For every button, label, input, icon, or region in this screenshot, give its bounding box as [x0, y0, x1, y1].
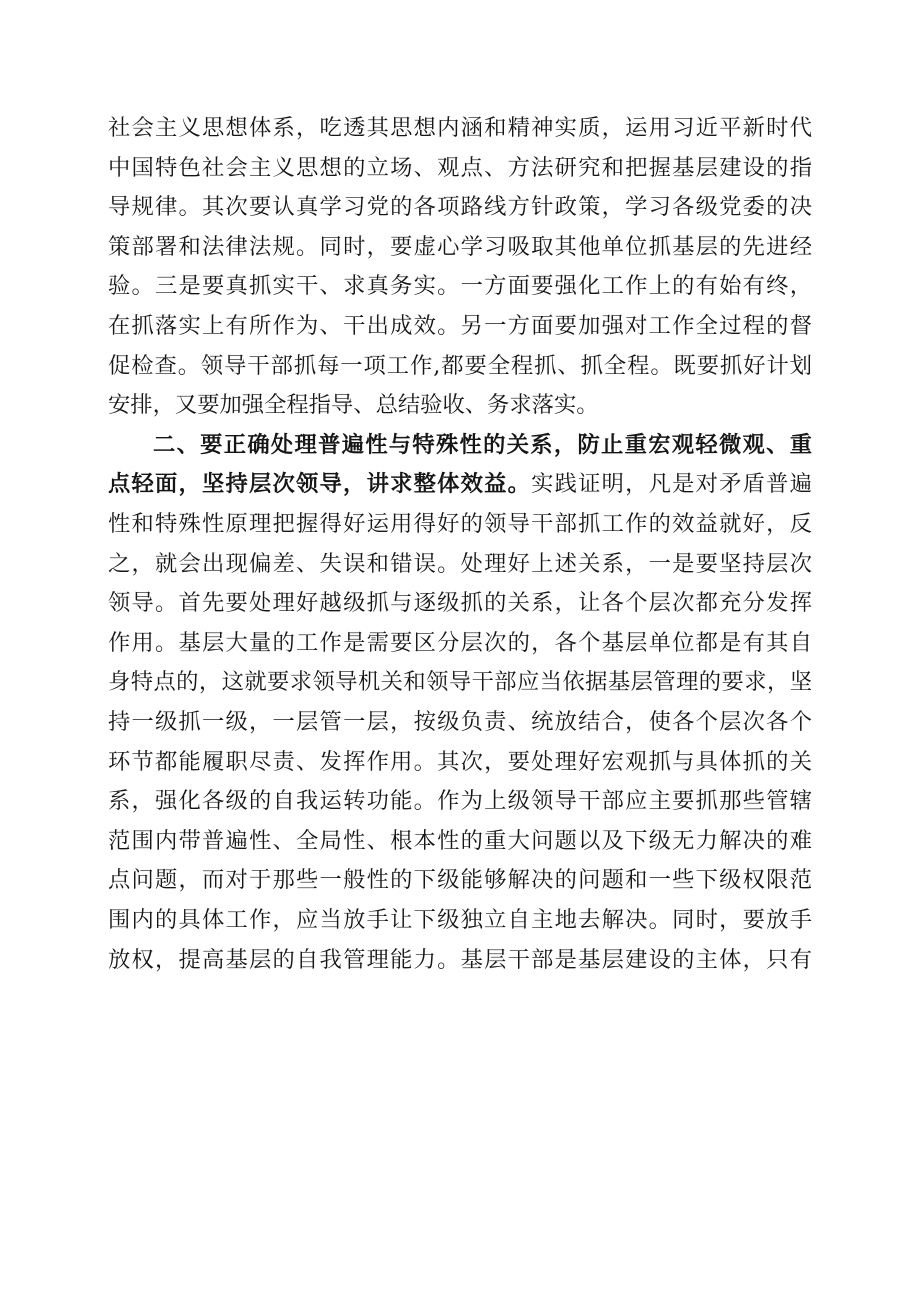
paragraph-line: 领导。首先要处理好越级抓与逐级抓的关系，让各个层次都充分发挥 [108, 590, 812, 617]
paragraph-line: 系，强化各级的自我运转功能。作为上级领导干部应主要抓那些管辖 [108, 788, 812, 815]
paragraph-line: 安排，又要加强全程指导、总结验收、务求落实。 [108, 392, 599, 419]
paragraph-line: 策部署和法律法规。同时，要虚心学习吸取其他单位抓基层的先进经 [108, 233, 812, 260]
section-heading-line-mixed [108, 470, 812, 498]
paragraph-line: 验。三是要真抓实干、求真务实。一方面要强化工作上的有始有终， [108, 273, 812, 300]
paragraph-line: 导规律。其次要认真学习党的各项路线方针政策，学习各级党委的决 [108, 194, 812, 221]
paragraph-line: 性和特殊性原理把握得好运用得好的领导干部抓工作的效益就好，反 [108, 511, 812, 537]
paragraph-line: 中国特色社会主义思想的立场、观点、方法研究和把握基层建设的指 [108, 154, 812, 181]
paragraph-line: 社会主义思想体系，吃透其思想内涵和精神实质，运用习近平新时代 [108, 115, 812, 141]
paragraph-line: 点问题，而对于那些一般性的下级能够解决的问题和一些下级权限范 [108, 867, 812, 894]
paragraph-line: 范围内带普遍性、全局性、根本性的重大问题以及下级无力解决的难 [108, 827, 812, 854]
paragraph-line: 围内的具体工作，应当放手让下级独立自主地去解决。同时，要放手 [108, 907, 812, 933]
paragraph-line: 持一级抓一级，一层管一层，按级负责、统放结合，使各个层次各个 [108, 709, 812, 735]
section-heading-line: 二、要正确处理普遍性与特殊性的关系，防止重宏观轻微观、重 [153, 431, 812, 458]
paragraph-line: 环节都能履职尽责、发挥作用。其次，要处理好宏观抓与具体抓的关 [108, 748, 812, 775]
paragraph-line: 之，就会出现偏差、失误和错误。处理好上述关系，一是要坚持层次 [108, 550, 812, 577]
paragraph-line: 作用。基层大量的工作是需要区分层次的，各个基层单位都是有其自 [108, 629, 812, 656]
paragraph-line: 放权，提高基层的自我管理能力。基层干部是基层建设的主体，只有 [108, 946, 812, 973]
paragraph-text: 实践证明，凡是对矛盾普遍 [531, 471, 812, 498]
paragraph-line: 身特点的，这就要求领导机关和领导干部应当依据基层管理的要求，坚 [108, 669, 812, 696]
paragraph-line: 在抓落实上有所作为、干出成效。另一方面要加强对工作全过程的督 [108, 313, 812, 339]
section-heading-text: 点轻面，坚持层次领导，讲求整体效益。 [108, 471, 532, 498]
paragraph-line: 促检查。领导干部抓每一项工作,都要全程抓、抓全程。既要抓好计划 [108, 352, 812, 379]
